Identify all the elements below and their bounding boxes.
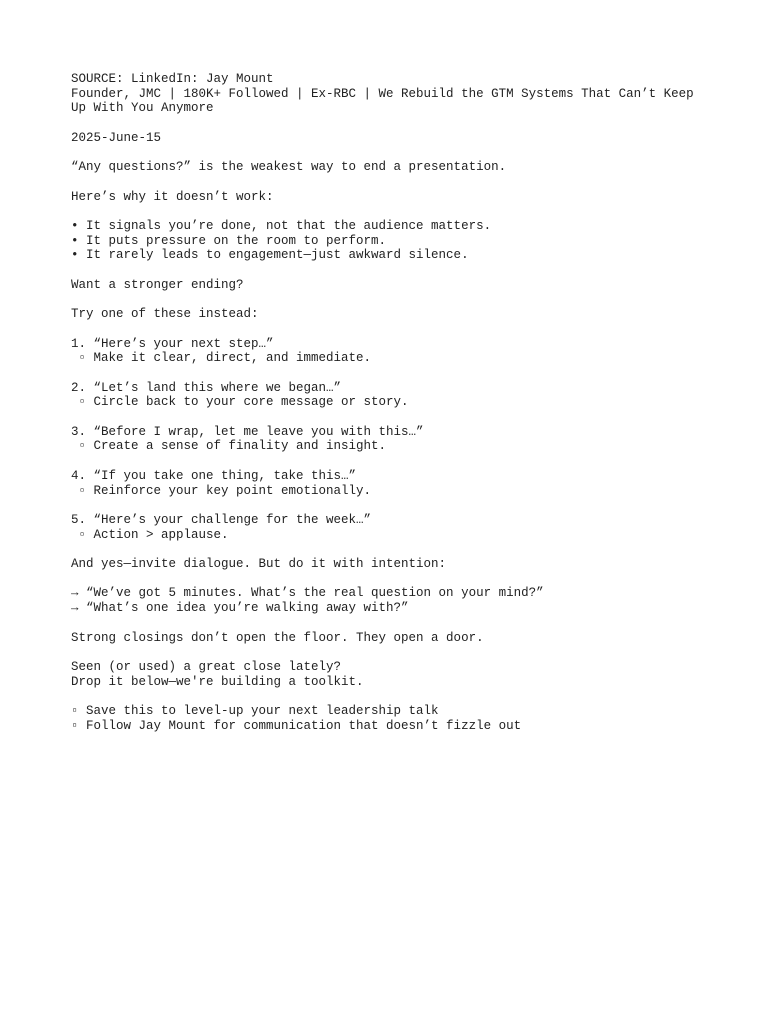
- option-tip: ▫ Create a sense of finality and insight.: [71, 439, 387, 454]
- option-tip: ▫ Make it clear, direct, and immediate.: [71, 351, 372, 366]
- bullet-item: • It signals you’re done, not that the audience matters.: [71, 218, 492, 233]
- document-page: [71, 72, 711, 733]
- spacer: [71, 498, 711, 513]
- spacer: [71, 175, 711, 190]
- spacer: [71, 292, 711, 307]
- arrow-item: → “What’s one idea you’re walking away with?”: [71, 601, 409, 616]
- spacer: [71, 542, 711, 557]
- spacer: [71, 454, 711, 469]
- footer-item: ▫ Save this to level-up your next leadership talk: [71, 703, 439, 718]
- hook-line: “Any questions?” is the weakest way to end a presentation.: [71, 160, 507, 175]
- spacer: [71, 616, 711, 631]
- why-intro: Here’s why it doesn’t work:: [71, 189, 274, 204]
- post-date: 2025-June-15: [71, 130, 162, 145]
- footer-item: ▫ Follow Jay Mount for communication that doesn’t fizzle out: [71, 718, 522, 733]
- spacer: [71, 322, 711, 337]
- option-tip: ▫ Reinforce your key point emotionally.: [71, 483, 372, 498]
- author-byline: Founder, JMC | 180K+ Followed | Ex-RBC | We Rebuild the GTM Systems That Can’t Keep Up With You Anymore: [71, 86, 702, 116]
- try-intro: Try one of these instead:: [71, 307, 259, 322]
- question-line: Want a stronger ending?: [71, 277, 244, 292]
- spacer: [71, 116, 711, 131]
- bullet-item: • It rarely leads to engagement—just awkward silence.: [71, 248, 469, 263]
- option-tip: ▫ Action > applause.: [71, 527, 229, 542]
- spacer: [71, 645, 711, 660]
- spacer: [71, 263, 711, 278]
- spacer: [71, 146, 711, 161]
- spacer: [71, 689, 711, 704]
- dialogue-intro: And yes—invite dialogue. But do it with intention:: [71, 557, 447, 572]
- option-title: 1. “Here’s your next step…”: [71, 336, 274, 351]
- source-line: SOURCE: LinkedIn: Jay Mount: [71, 72, 274, 86]
- option-tip: ▫ Circle back to your core message or story.: [71, 395, 409, 410]
- spacer: [71, 204, 711, 219]
- closing-line: Strong closings don’t open the floor. They open a door.: [71, 630, 484, 645]
- option-title: 2. “Let’s land this where we began…”: [71, 380, 342, 395]
- bullet-item: • It puts pressure on the room to perform.: [71, 233, 387, 248]
- option-title: 5. “Here’s your challenge for the week…”: [71, 512, 372, 527]
- option-title: 4. “If you take one thing, take this…”: [71, 468, 357, 483]
- spacer: [71, 410, 711, 425]
- cta-request: Drop it below—we're building a toolkit.: [71, 674, 364, 689]
- option-title: 3. “Before I wrap, let me leave you with this…”: [71, 424, 424, 439]
- cta-question: Seen (or used) a great close lately?: [71, 659, 342, 674]
- spacer: [71, 572, 711, 587]
- arrow-item: → “We’ve got 5 minutes. What’s the real question on your mind?”: [71, 586, 544, 601]
- spacer: [71, 366, 711, 381]
